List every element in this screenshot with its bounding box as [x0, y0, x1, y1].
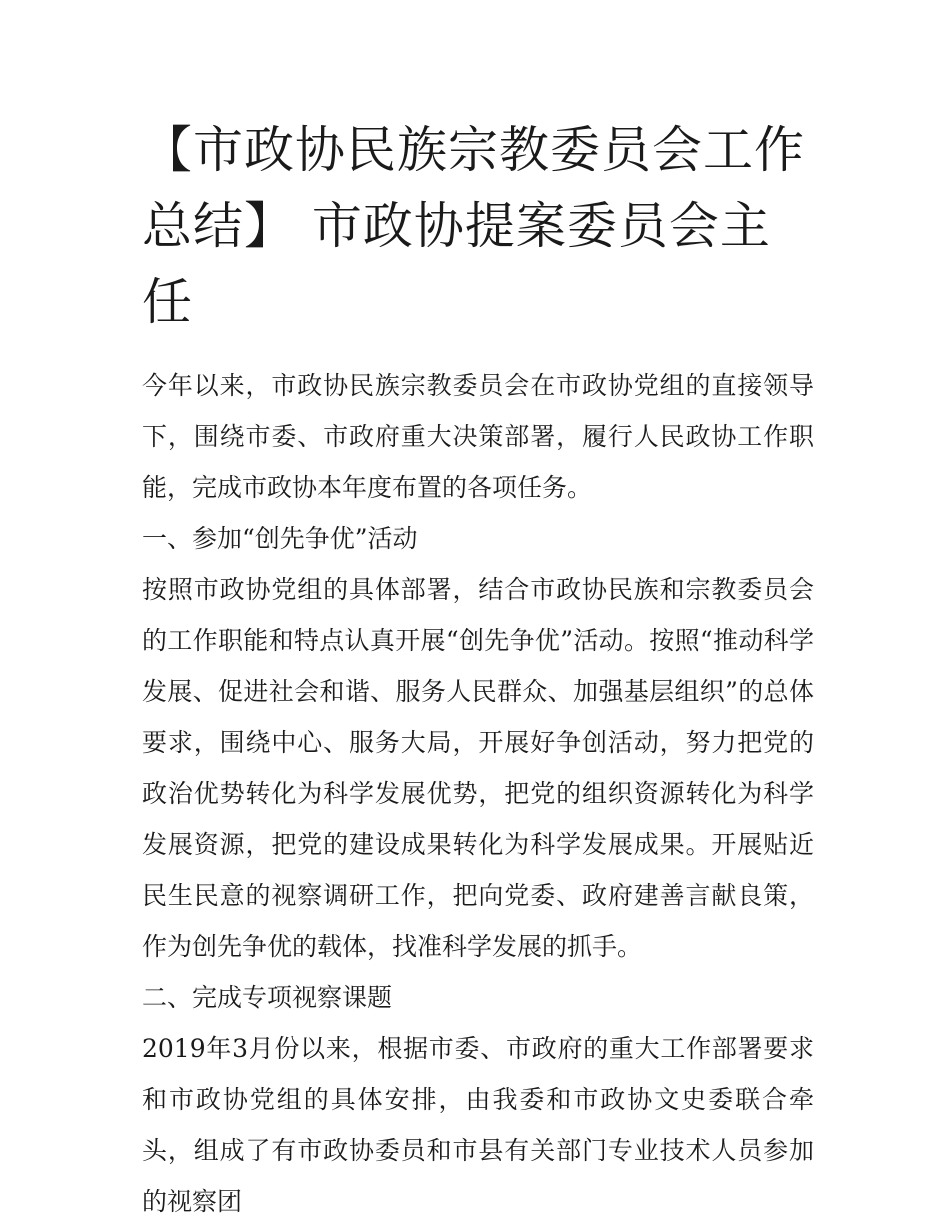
intro-paragraph: 今年以来，市政协民族宗教委员会在市政协党组的直接领导下，围绕市委、市政府重大决策部署，履行人民政协工作职能，完成市政协本年度布置的各项任务。 [142, 371, 814, 502]
document-content [142, 112, 814, 1227]
section-1-paragraph: 按照市政协党组的具体部署，结合市政协民族和宗教委员会的工作职能和特点认真开展“创先争优”活动。按照“推动科学发展、促进社会和谐、服务人民群众、加强基层组织”的总体要求，围绕中心、服务大局，开展好争创活动，努力把党的政治优势转化为科学发展优势，把党的组织资源转化为科学发展资源，把党的建设成果转化为科学发展成果。开展贴近民生民意的视察调研工作，把向党委、政府建善言献良策，作为创先争优的载体，找准科学发展的抓手。 [142, 575, 814, 961]
section-heading-2: 二、完成专项视察课题 [142, 983, 393, 1012]
document-title: 【市政协民族宗教委员会工作总结】 市政协提案委员会主任 [142, 121, 805, 331]
document-body [142, 360, 814, 1227]
section-2-paragraph: 2019年3月份以来，根据市委、市政府的重大工作部署要求和市政协党组的具体安排，由我委和市政协文史委联合牵头，组成了有市政协委员和市县有关部门专业技术人员参加的视察团 [142, 1034, 814, 1216]
section-heading-1: 一、参加“创先争优”活动 [142, 524, 418, 553]
